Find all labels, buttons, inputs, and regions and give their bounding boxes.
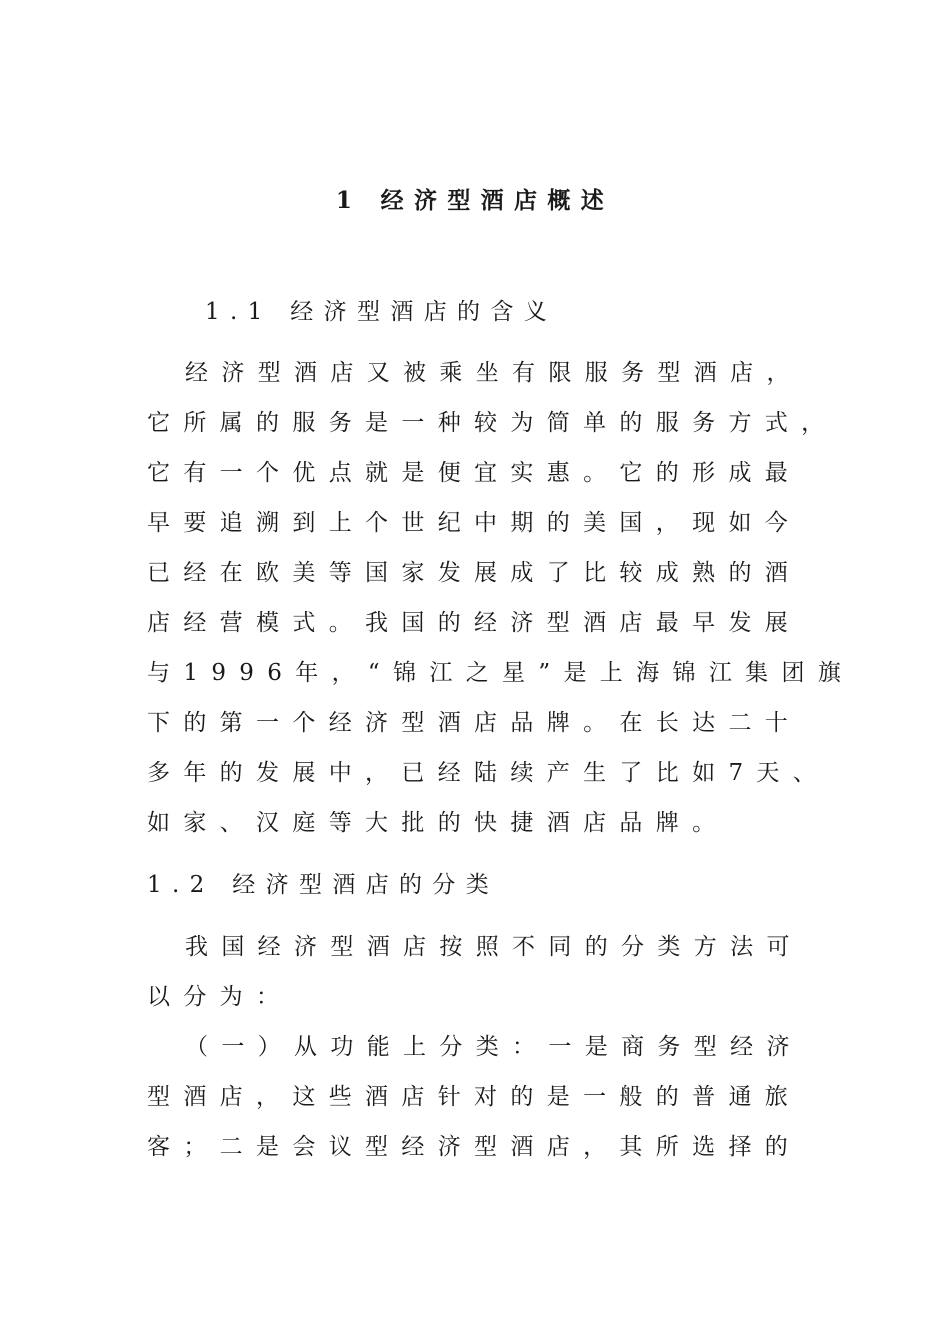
chapter-title: 1 经济型酒店概述 (335, 187, 615, 214)
paragraph-line: 店经营模式。我国的经济型酒店最早发展 (147, 610, 802, 636)
paragraph-line: 如家、汉庭等大批的快捷酒店品牌。 (147, 810, 729, 836)
paragraph-line: 多年的发展中，已经陆续产生了比如7天、 (147, 760, 830, 786)
section-heading-1-2: 1.2 经济型酒店的分类 (147, 872, 500, 898)
paragraph-line: 它有一个优点就是便宜实惠。它的形成最 (147, 460, 802, 486)
paragraph-line: 与1996年，“锦江之星”是上海锦江集团旗 (147, 660, 855, 686)
paragraph-line: 早要追溯到上个世纪中期的美国，现如今 (147, 510, 802, 536)
paragraph-line: 经济型酒店又被乘坐有限服务型酒店， (185, 360, 803, 386)
paragraph-line: 下的第一个经济型酒店品牌。在长达二十 (147, 710, 802, 736)
paragraph-line: 已经在欧美等国家发展成了比较成熟的酒 (147, 560, 802, 586)
section-heading-1-1: 1.1 经济型酒店的含义 (205, 299, 558, 325)
paragraph-line: 我国经济型酒店按照不同的分类方法可 (185, 934, 803, 960)
paragraph-line: （一）从功能上分类：一是商务型经济 (185, 1034, 803, 1060)
paragraph-line: 客；二是会议型经济型酒店，其所选择的 (147, 1134, 802, 1160)
paragraph-line: 以分为： (147, 984, 293, 1010)
paragraph-line: 它所属的服务是一种较为简单的服务方式， (147, 410, 838, 436)
paragraph-line: 型酒店，这些酒店针对的是一般的普通旅 (147, 1084, 802, 1110)
